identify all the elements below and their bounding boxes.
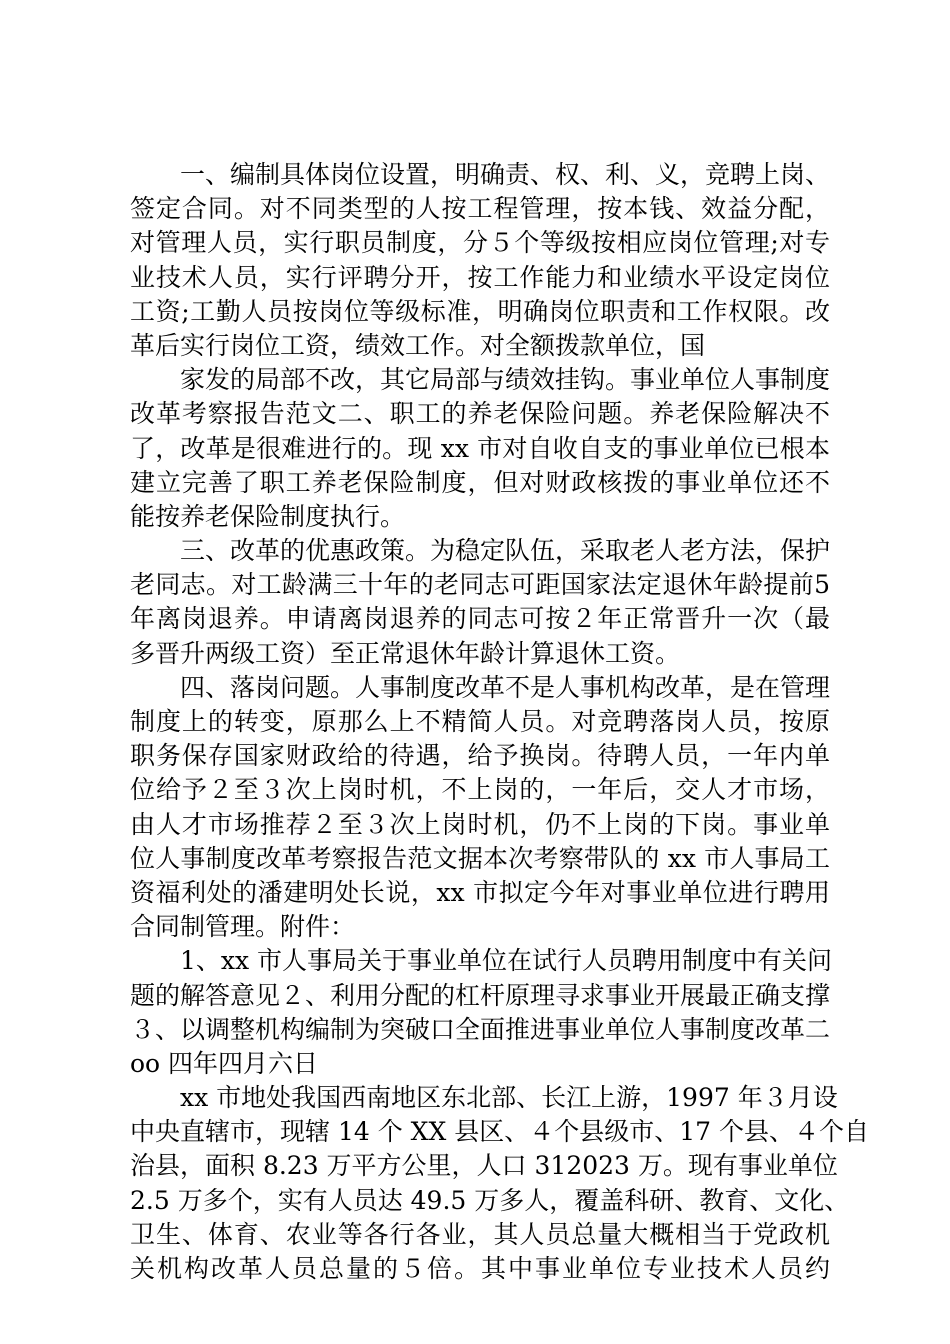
text-line: 多晋升两级工资）至正常退休年龄计算退休工资。 xyxy=(130,638,681,668)
text-line: 签定合同。对不同类型的人按工程管理，按本钱、效益分配， xyxy=(130,194,830,224)
text-line: 资福利处的潘建明处长说，xx 市拟定今年对事业单位进行聘用 xyxy=(130,877,830,907)
document-body xyxy=(130,158,869,1286)
text-line: 由人才市场推荐２至３次上岗时机，仍不上岗的下岗。事业单 xyxy=(130,809,830,839)
text-line: 老同志。对工龄满三十年的老同志可距国家法定退休年龄提前5 xyxy=(130,570,830,600)
text-line: 能按养老保险制度执行。 xyxy=(130,501,406,531)
text-line: 三、改革的优惠政策。为稳定队伍，采取老人老方法，保护 xyxy=(180,536,831,566)
text-line: 位给予２至３次上岗时机，不上岗的，一年后，交人才市场， xyxy=(130,775,830,805)
text-line: 中央直辖市，现辖 14 个 XX 县区、４个县级市、17 个县、４个自 xyxy=(130,1117,869,1147)
text-line: 家发的局部不改，其它局部与绩效挂钩。事业单位人事制度 xyxy=(180,365,831,395)
text-line: 革后实行岗位工资，绩效工作。对全额拨款单位，国 xyxy=(130,330,706,360)
text-line: 一、编制具体岗位设置，明确责、权、利、义，竞聘上岗、 xyxy=(180,160,831,189)
text-line: 对管理人员，实行职员制度，分５个等级按相应岗位管理;对专 xyxy=(130,228,830,258)
text-line: 1、xx 市人事局关于事业单位在试行人员聘用制度中有关问 xyxy=(180,946,833,976)
text-line: xx 市地处我国西南地区东北部、长江上游，1997 年３月设 xyxy=(180,1083,838,1113)
text-line: oo 四年四月六日 xyxy=(130,1048,319,1078)
text-line: 2.5 万多个，实有人员达 49.5 万多人，覆盖科研、教育、文化、 xyxy=(130,1185,850,1215)
text-line: 位人事制度改革考察报告范文据本次考察带队的 xx 市人事局工 xyxy=(130,843,830,873)
text-line: 关机构改革人员总量的５倍。其中事业单位专业技术人员约 xyxy=(130,1254,830,1283)
text-line: 治县，面积 8.23 万平方公里，人口 312023 万。现有事业单位 xyxy=(130,1151,838,1181)
text-line: 了，改革是很难进行的。现 xx 市对自收自支的事业单位已根本 xyxy=(130,433,830,463)
text-line: 四、落岗问题。人事制度改革不是人事机构改革，是在管理 xyxy=(180,672,831,702)
text-line: 建立完善了职工养老保险制度，但对财政核拨的事业单位还不 xyxy=(130,467,830,497)
text-line: 工资;工勤人员按岗位等级标准，明确岗位职责和工作权限。改 xyxy=(130,296,830,326)
text-line: 制度上的转变，原那么上不精简人员。对竞聘落岗人员，按原 xyxy=(130,707,830,736)
text-line: 业技术人员，实行评聘分开，按工作能力和业绩水平设定岗位 xyxy=(130,262,830,292)
text-line: 职务保存国家财政给的待遇，给予换岗。待聘人员，一年内单 xyxy=(130,741,830,771)
text-line: 合同制管理。附件： xyxy=(130,912,356,942)
text-line: ３、以调整机构编制为突破口全面推进事业单位人事制度改革二 xyxy=(130,1014,831,1044)
text-line: 年离岗退养。申请离岗退养的同志可按２年正常晋升一次（最 xyxy=(130,604,830,634)
text-line: 题的解答意见２、利用分配的杠杆原理寻求事业开展最正确支撑 xyxy=(130,980,831,1010)
text-line: 卫生、体育、农业等各行各业，其人员总量大概相当于党政机 xyxy=(130,1219,830,1249)
text-line: 改革考察报告范文二、职工的养老保险问题。养老保险解决不 xyxy=(130,399,830,429)
